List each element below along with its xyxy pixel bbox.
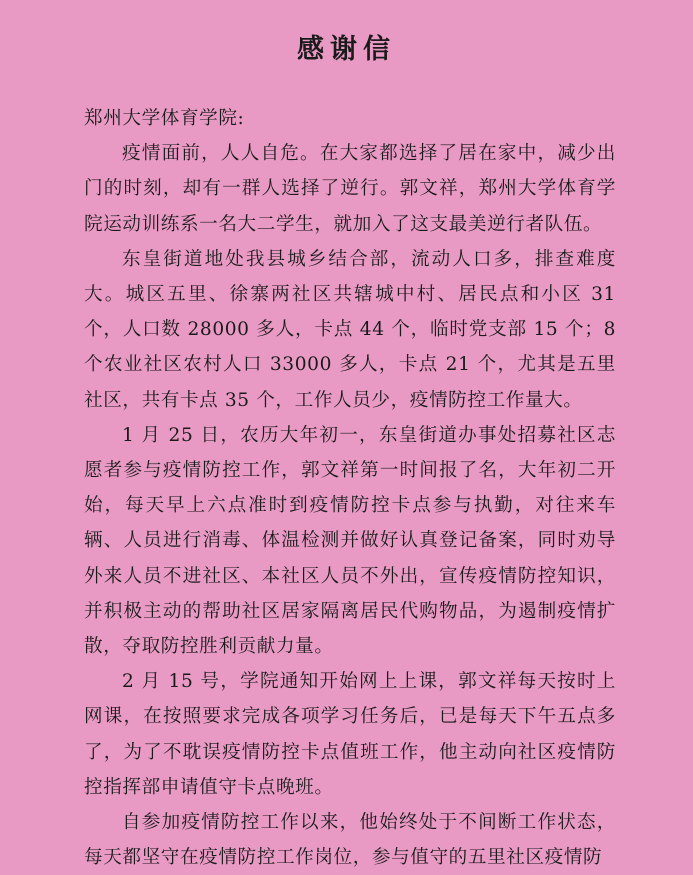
letter-salutation: 郑州大学体育学院: [84, 108, 245, 129]
paragraph-5: 自参加疫情防控工作以来，他始终处于不间断工作状态，每天都坚守在疫情防控工作岗位，参与值守的五里社区疫情防 [84, 812, 616, 869]
paragraph-1: 疫情面前，人人自危。在大家都选择了居在家中，减少出门的时刻，却有一群人选择了逆行。郭文祥，郑州大学体育学院运动训练系一名大二学生，就加入了这支最美逆行者队伍。 [84, 143, 616, 235]
paragraph-2: 东皇街道地处我县城乡结合部，流动人口多，排查难度大。城区五里、徐寨两社区共辖城中村、居民点和小区 31 个，人口数 28000 多人，卡点 44 个，临时党支部 15 个；8 个农业社区农村人口 33000 多人，卡点 21 个，尤其是五里社区，共有卡点 35 个，工作人员少，疫情防控工作量大。 [84, 248, 616, 411]
paragraph-3: 1 月 25 日，农历大年初一，东皇街道办事处招募社区志愿者参与疫情防控工作，郭文祥第一时间报了名，大年初二开始，每天早上六点准时到疫情防控卡点参与执勤，对往来车辆、人员进行消毒、体温检测并做好认真登记备案，同时劝导外来人员不进社区、本社区人员不外出，宣传疫情防控知识，并积极主动的帮助社区居家隔离居民代购物品，为遏制疫情扩散，夺取防控胜利贡献力量。 [84, 424, 616, 658]
letter-body [84, 101, 616, 875]
paragraph-4: 2 月 15 号，学院通知开始网上上课，郭文祥每天按时上网课，在按照要求完成各项学习任务后，已是每天下午五点多了，为了不耽误疫情防控卡点值班工作，他主动向社区疫情防控指挥部申请值守卡点晚班。 [84, 671, 616, 798]
letter-title: 感谢信 [297, 34, 396, 65]
